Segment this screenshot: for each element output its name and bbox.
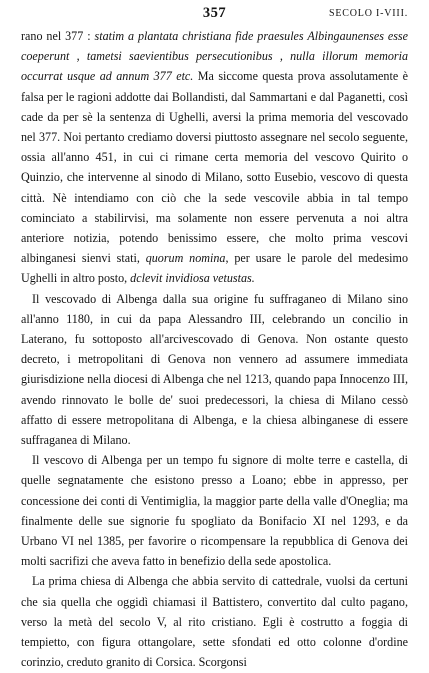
paragraph <box>21 289 408 451</box>
text-run: La prima chiesa di Albenga che abbia servito di cattedrale, vuolsi da certuni che sia quella che oggidì chiamasi il Battistero, convertito dal culto pagano, verso la metà del secolo V, al rito cristiano. Egli è costrutto a foggia di tempietto, con figura ottangolare, sette sfondati ed otto colonne d'ordine corinzio, creduto granito di Corsica. Scorgonsi <box>21 574 408 670</box>
running-head <box>21 4 408 24</box>
page-number: 357 <box>202 5 227 21</box>
text-run: Il vescovo di Albenga per un tempo fu signore di molte terre e castella, di quelle segnatamente che esistono presso a Loano; ebbe in appresso, per concessione dei conti di Ventimiglia, la maggior parte della valle d'Oneglia; ma finalmente delle sue signorie fu spogliato da Bonifacio XI nel 1293, e da Urbano VI nel 1385, per favorire o ricompensare la repubblica di Genova dei molti sacrifizi che aveva fatto in benefizio della sede apostolica. <box>21 453 408 569</box>
italic-text: dclevit invidiosa vetustas. <box>130 271 255 286</box>
paragraph <box>21 26 408 289</box>
italic-text: quorum nomina <box>145 251 226 266</box>
section-label: SECOLO I-VIII. <box>329 8 408 19</box>
text-run: Ma siccome questa prova assolutamente è falsa per le ragioni addotte dai Bollandisti, dal Sammartani e dal Paganetti, così cade da per sè la sentenza di Ughelli, aversi la prima memoria del vescovado nel 377. Noi pertanto crediamo doversi piuttosto assegnare nel secolo seguente, ossia all'anno 451, in cui ci rimane certa memoria del vescovo Quirito o Quinzio, che intervenne al sinodo di Milano, sotto Eusebio, vescovo di questa città. Nè intendiamo con ciò che la sede vescovile abbia in tal tempo cominciato a stabilirvisi, ma solamente non essere pervenuta a noi altra anteriore notizia, potendo benissimo essere, che molto prima vescovi albinganesi sienvi stati, <box>21 69 408 266</box>
paragraph <box>21 450 408 571</box>
text-run: , per usare le parole del medesimo Ughelli in altro posto, <box>21 251 408 286</box>
paragraph <box>21 571 408 672</box>
text-run: rano nel 377 : <box>21 29 95 43</box>
body-text <box>21 26 408 673</box>
italic-text: statim a plantata christiana fide praesules Albingaunenses esse coeperunt , tametsi saevientibus persecutionibus , nulla illorum memoria occurrat usque ad annum 377 etc. <box>21 29 408 84</box>
text-run: Il vescovado di Albenga dalla sua origine fu suffraganeo di Milano sino all'anno 1180, in cui da papa Alessandro III, celebrando un concilio in Laterano, fu sottoposto all'arcivescovado di Genova. Non ostante questo decreto, i metropolitani di Genova non vennero ad assumere immediata giurisdizione nella diocesi di Albenga che nel 1213, quando papa Innocenzo III, avendo rinnovato le bolle de' suoi predecessori, la chiesa di Milano cessò affatto di essere metropolitana di Albenga, e la chiesa albinganese di essere suffraganea di Milano. <box>21 291 408 448</box>
